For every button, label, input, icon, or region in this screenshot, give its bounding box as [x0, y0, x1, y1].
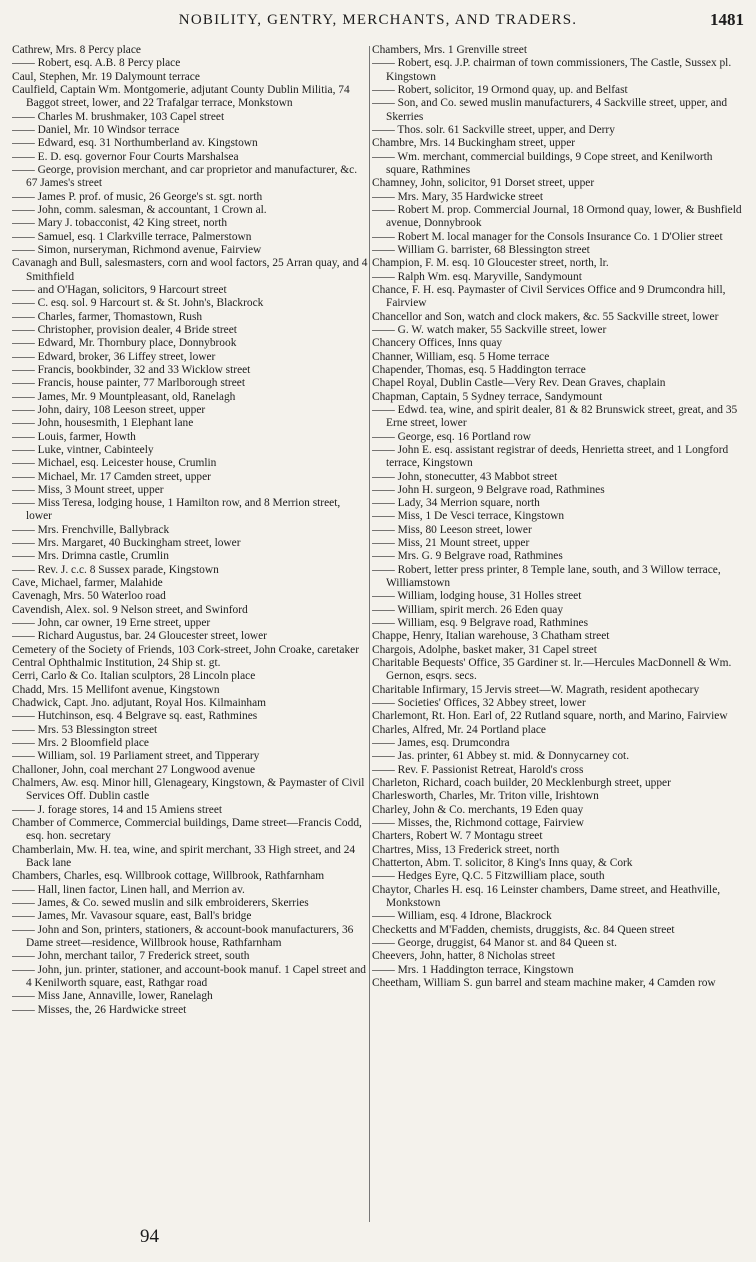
directory-entry: —— Mary J. tobacconist, 42 King street, north	[12, 217, 228, 230]
directory-entry: Cavenagh, Mrs. 50 Waterloo road	[12, 590, 166, 603]
directory-entry: —— George, esq. 16 Portland row	[372, 430, 531, 443]
right-column	[372, 44, 746, 990]
directory-entry: —— Richard Augustus, bar. 24 Gloucester street, lower	[12, 630, 267, 643]
directory-entry: —— William, esq. 9 Belgrave road, Rathmines	[372, 617, 589, 630]
left-column	[12, 44, 368, 1017]
directory-entry: Cheetham, William S. gun barrel and steam machine maker, 4 Camden row	[372, 976, 716, 989]
directory-entry: Cavendish, Alex. sol. 9 Nelson street, and Swinford	[12, 603, 248, 616]
directory-entry: Chapman, Captain, 5 Sydney terrace, Sandymount	[372, 390, 603, 403]
directory-entry: —— Miss Teresa, lodging house, 1 Hamilton row, and 8 Merrion street, lower	[12, 497, 341, 523]
directory-entry: —— George, provision merchant, and car proprietor and manufacturer, &c. 67 James's street	[12, 163, 358, 190]
directory-entry: —— Christopher, provision dealer, 4 Bride street	[12, 323, 237, 336]
directory-entry: —— Mrs. 2 Bloomfield place	[12, 737, 149, 750]
directory-entry: —— Simon, nurseryman, Richmond avenue, Fairview	[12, 243, 262, 256]
directory-entry: —— Luke, vintner, Cabinteely	[12, 443, 154, 456]
directory-entry: —— J. forage stores, 14 and 15 Amiens street	[12, 803, 223, 816]
directory-entry: —— Ralph Wm. esq. Maryville, Sandymount	[372, 270, 582, 283]
directory-entry: Charitable Infirmary, 15 Jervis street—W. Magrath, resident apothecary	[372, 683, 700, 696]
directory-entry: —— Daniel, Mr. 10 Windsor terrace	[12, 123, 180, 136]
directory-entry: Chamber of Commerce, Commercial buildings, Dame street—Francis Codd, esq. hon. secretary	[12, 817, 362, 843]
directory-entry: Chadd, Mrs. 15 Mellifont avenue, Kingstown	[12, 683, 220, 696]
directory-entry: —— Son, and Co. sewed muslin manufacturers, 4 Sackville street, upper, and Skerries	[372, 97, 728, 123]
directory-entry: —— George, druggist, 64 Manor st. and 84 Queen st.	[372, 936, 617, 949]
directory-entry: Charles, Alfred, Mr. 24 Portland place	[372, 723, 546, 736]
directory-entry: Chance, F. H. esq. Paymaster of Civil Services Office and 9 Drumcondra hill, Fairview	[372, 283, 726, 310]
directory-entry: —— Louis, farmer, Howth	[12, 430, 136, 443]
directory-entry: Chapel Royal, Dublin Castle—Very Rev. Dean Graves, chaplain	[372, 377, 666, 390]
directory-entry: —— Misses, the, 26 Hardwicke street	[12, 1003, 187, 1016]
directory-entry: —— Rev. J. c.c. 8 Sussex parade, Kingstown	[12, 563, 219, 576]
directory-entry: —— G. W. watch maker, 55 Sackville street, lower	[372, 323, 607, 336]
directory-entry: —— Mrs. Drimna castle, Crumlin	[12, 550, 169, 563]
directory-entry: Chappe, Henry, Italian warehouse, 3 Chatham street	[372, 630, 610, 643]
directory-entry: —— Mrs. Margaret, 40 Buckingham street, lower	[12, 537, 241, 550]
directory-entry: —— William, spirit merch. 26 Eden quay	[372, 603, 564, 616]
directory-entry: Challoner, John, coal merchant 27 Longwood avenue	[12, 763, 256, 776]
directory-entry: —— Rev. F. Passionist Retreat, Harold's cross	[372, 763, 584, 776]
header-page-number: 1481	[710, 10, 744, 29]
directory-entry: —— Miss, 80 Leeson street, lower	[372, 523, 532, 536]
directory-entry: Chamberlain, Mw. H. tea, wine, and spirit merchant, 33 High street, and 24 Back lane	[12, 843, 356, 870]
directory-entry: —— John, jun. printer, stationer, and account-book manuf. 1 Capel street and 4 Kenilworth square, east, Rathgar road	[12, 963, 367, 989]
directory-entry: Cheevers, John, hatter, 8 Nicholas street	[372, 950, 556, 963]
directory-entry: Caul, Stephen, Mr. 19 Dalymount terrace	[12, 70, 200, 83]
directory-entry: —— E. D. esq. governor Four Courts Marshalsea	[12, 150, 239, 163]
directory-entry: Chambre, Mrs. 14 Buckingham street, upper	[372, 137, 576, 150]
directory-entry: —— William, sol. 19 Parliament street, and Tipperary	[12, 750, 260, 763]
directory-entry: —— Hutchinson, esq. 4 Belgrave sq. east, Rathmines	[12, 710, 258, 723]
directory-entry: Cemetery of the Society of Friends, 103 Cork-street, John Croake, caretaker	[12, 643, 359, 656]
directory-entry: —— James P. prof. of music, 26 George's st. sgt. north	[12, 190, 263, 203]
directory-entry: —— John H. surgeon, 9 Belgrave road, Rathmines	[372, 483, 605, 496]
page-header	[0, 8, 756, 38]
directory-entry: Charlesworth, Charles, Mr. Triton ville, Irishtown	[372, 790, 599, 803]
directory-entry: Channer, William, esq. 5 Home terrace	[372, 350, 550, 363]
directory-entry: —— and O'Hagan, solicitors, 9 Harcourt street	[12, 283, 227, 296]
directory-entry: —— Edward, Mr. Thornbury place, Donnybrook	[12, 337, 237, 350]
directory-entry: —— John, car owner, 19 Erne street, upper	[12, 617, 211, 630]
directory-entry: Chalmers, Aw. esq. Minor hill, Glenageary, Kingstown, & Paymaster of Civil Services Off. Dublin castle	[12, 777, 365, 803]
directory-entry: Chargois, Adolphe, basket maker, 31 Capel street	[372, 643, 597, 656]
directory-entry: Cathrew, Mrs. 8 Percy place	[12, 44, 141, 56]
directory-entry: —— John, dairy, 108 Leeson street, upper	[12, 403, 206, 416]
directory-entry: Chambers, Mrs. 1 Grenville street	[372, 44, 528, 56]
directory-entry: Charleton, Richard, coach builder, 20 Mecklenburgh street, upper	[372, 777, 671, 790]
directory-entry: —— Edward, esq. 31 Northumberland av. Kingstown	[12, 137, 258, 150]
directory-entry: —— Mrs. Mary, 35 Hardwicke street	[372, 190, 544, 203]
footer-page-number: 94	[140, 1226, 159, 1247]
directory-entry: —— Charles, farmer, Thomastown, Rush	[12, 310, 203, 323]
directory-entry: —— John, stonecutter, 43 Mabbot street	[372, 470, 558, 483]
directory-entry: Chancellor and Son, watch and clock makers, &c. 55 Sackville street, lower	[372, 310, 719, 323]
directory-entry: —— Charles M. brushmaker, 103 Capel street	[12, 110, 225, 123]
directory-entry: —— Miss Jane, Annaville, lower, Ranelagh	[12, 990, 213, 1003]
directory-entry: —— Edwd. tea, wine, and spirit dealer, 81 & 82 Brunswick street, great, and 35 Erne street, lower	[372, 403, 738, 430]
directory-entry: —— John, merchant tailor, 7 Frederick street, south	[12, 950, 250, 963]
directory-entry: Chamney, John, solicitor, 91 Dorset street, upper	[372, 177, 595, 190]
column-divider	[369, 46, 370, 1222]
directory-entry: —— James, & Co. sewed muslin and silk embroiderers, Skerries	[12, 897, 309, 909]
directory-entry: Central Ophthalmic Institution, 24 Ship st. gt.	[12, 657, 221, 670]
directory-entry: —— Robert, esq. J.P. chairman of town commissioners, The Castle, Sussex pl. Kingstown	[372, 57, 732, 83]
directory-entry: —— Thos. solr. 61 Sackville street, upper, and Derry	[372, 123, 615, 136]
directory-entry: Cerri, Carlo & Co. Italian sculptors, 28 Lincoln place	[12, 670, 256, 683]
directory-entry: —— Miss, 21 Mount street, upper	[372, 537, 530, 550]
directory-entry: Champion, F. M. esq. 10 Gloucester street, north, lr.	[372, 257, 609, 270]
header-title: NOBILITY, GENTRY, MERCHANTS, AND TRADERS.	[178, 12, 578, 28]
directory-entry: —— John, housesmith, 1 Elephant lane	[12, 417, 194, 430]
directory-entry: Cave, Michael, farmer, Malahide	[12, 577, 163, 590]
directory-entry: —— James, Mr. Vavasour square, east, Ball's bridge	[12, 910, 252, 923]
directory-entry: Chancery Offices, Inns quay	[372, 337, 503, 350]
directory-entry: Chaytor, Charles H. esq. 16 Leinster chambers, Dame street, and Heathville, Monkstown	[372, 883, 721, 909]
directory-entry: —— Robert, letter press printer, 8 Temple lane, south, and 3 Willow terrace, Williamstown	[372, 563, 721, 590]
directory-entry: —— William, lodging house, 31 Holles street	[372, 590, 582, 603]
directory-entry: —— Mrs. 1 Haddington terrace, Kingstown	[372, 963, 574, 976]
directory-entry: —— Robert, esq. A.B. 8 Percy place	[12, 57, 181, 70]
directory-entry: —— James, Mr. 9 Mountpleasant, old, Ranelagh	[12, 390, 236, 403]
directory-entry: Chatterton, Abm. T. solicitor, 8 King's Inns quay, & Cork	[372, 857, 633, 870]
directory-entry: Charlemont, Rt. Hon. Earl of, 22 Rutland square, north, and Marino, Fairview	[372, 710, 728, 723]
directory-entry: Charters, Robert W. 7 Montagu street	[372, 830, 543, 843]
directory-entry: —— Samuel, esq. 1 Clarkville terrace, Palmerstown	[12, 230, 252, 243]
directory-entry: Chadwick, Capt. Jno. adjutant, Royal Hos. Kilmainham	[12, 697, 267, 710]
directory-entry: —— Hedges Eyre, Q.C. 5 Fitzwilliam place, south	[372, 870, 605, 883]
directory-entry: —— Robert M. prop. Commercial Journal, 18 Ormond quay, lower, & Bushfield avenue, Donnybrook	[372, 203, 742, 230]
directory-entry: Checketts and M'Fadden, chemists, druggists, &c. 84 Queen street	[372, 923, 675, 936]
directory-entry: Caulfield, Captain Wm. Montgomerie, adjutant County Dublin Militia, 74 Baggot street, lower, and 22 Trafalgar terrace, Monkstown	[12, 83, 350, 110]
directory-entry: —— Edward, broker, 36 Liffey street, lower	[12, 350, 216, 363]
directory-entry: —— Miss, 3 Mount street, upper	[12, 483, 164, 496]
directory-entry: —— Hall, linen factor, Linen hall, and Merrion av.	[12, 883, 245, 896]
directory-entry: —— Mrs. Frenchville, Ballybrack	[12, 523, 170, 536]
directory-entry: —— Michael, Mr. 17 Camden street, upper	[12, 470, 211, 483]
directory-entry: —— James, esq. Drumcondra	[372, 737, 510, 750]
directory-entry: —— Miss, 1 De Vesci terrace, Kingstown	[372, 510, 565, 523]
directory-entry: —— Misses, the, Richmond cottage, Fairview	[372, 817, 584, 830]
directory-entry: —— Mrs. G. 9 Belgrave road, Rathmines	[372, 550, 563, 563]
directory-entry: —— John and Son, printers, stationers, & account-book manufacturers, 36 Dame street—residence, Willbrook house, Rathfarnham	[12, 923, 354, 949]
directory-entry: —— John E. esq. assistant registrar of deeds, Henrietta street, and 1 Longford terrace, Kingstown	[372, 443, 729, 470]
directory-entry: —— Mrs. 53 Blessington street	[12, 723, 158, 736]
directory-entry: —— William G. barrister, 68 Blessington street	[372, 243, 590, 256]
directory-entry: —— William, esq. 4 Idrone, Blackrock	[372, 910, 552, 923]
directory-entry: —— C. esq. sol. 9 Harcourt st. & St. John's, Blackrock	[12, 297, 264, 310]
directory-entry: Cavanagh and Bull, salesmasters, corn and wool factors, 25 Arran quay, and 4 Smithfield	[12, 257, 368, 283]
directory-entry: Charley, John & Co. merchants, 19 Eden quay	[372, 803, 584, 816]
directory-entry: —— Wm. merchant, commercial buildings, 9 Cope street, and Kenilworth square, Rathmines	[372, 150, 713, 176]
directory-entry: Chartres, Miss, 13 Frederick street, north	[372, 843, 560, 856]
directory-entry: Charitable Bequests' Office, 35 Gardiner st. lr.—Hercules MacDonnell & Wm. Gernon, esqrs. secs.	[372, 657, 732, 683]
directory-entry: —— Michael, esq. Leicester house, Crumlin	[12, 457, 217, 470]
directory-entry: —— Francis, house painter, 77 Marlborough street	[12, 377, 246, 390]
directory-entry: —— Robert M. local manager for the Consols Insurance Co. 1 D'Olier street	[372, 230, 723, 243]
directory-entry: —— Lady, 34 Merrion square, north	[372, 497, 540, 510]
directory-entry: Chambers, Charles, esq. Willbrook cottage, Willbrook, Rathfarnham	[12, 870, 325, 883]
directory-entry: —— Societies' Offices, 32 Abbey street, lower	[372, 697, 586, 710]
directory-entry: —— Jas. printer, 61 Abbey st. mid. & Donnycarney cot.	[372, 750, 630, 763]
directory-entry: —— Robert, solicitor, 19 Ormond quay, up. and Belfast	[372, 83, 628, 96]
directory-entry: Chapender, Thomas, esq. 5 Haddington terrace	[372, 363, 586, 376]
directory-entry: —— Francis, bookbinder, 32 and 33 Wicklow street	[12, 363, 251, 376]
directory-entry: —— John, comm. salesman, & accountant, 1 Crown al.	[12, 203, 267, 216]
